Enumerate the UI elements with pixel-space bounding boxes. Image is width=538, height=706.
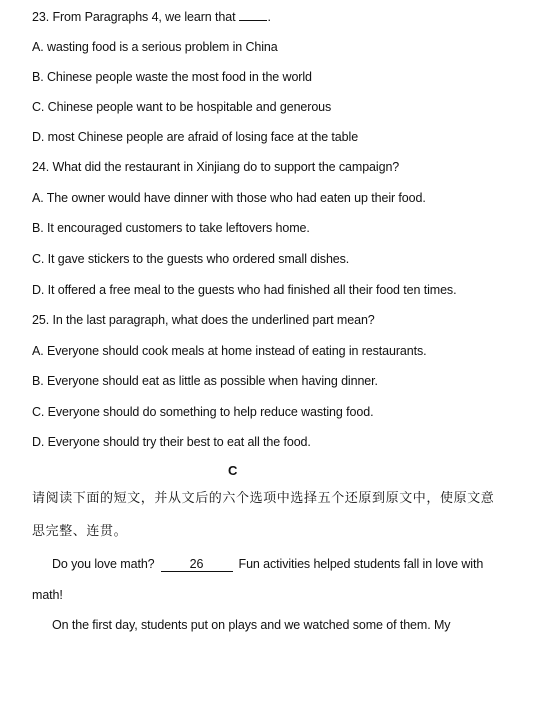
answer-blank-23 <box>239 9 267 21</box>
passage-line-1-start: Do you love math? <box>52 557 155 571</box>
question-24-option-d: D. It offered a free meal to the guests who had finished all their food ten times. <box>32 283 457 297</box>
question-23-option-a: A. wasting food is a serious problem in China <box>32 40 278 54</box>
question-23-stem <box>32 9 271 25</box>
section-heading: C <box>228 463 238 478</box>
passage-line-1-end: Fun activities helped students fall in love with <box>238 557 484 571</box>
answer-blank-26: 26 <box>161 557 233 572</box>
question-25-stem: 25. In the last paragraph, what does the underlined part mean? <box>32 313 375 327</box>
section-instruction-line2: 思完整、连贯。 <box>32 524 128 539</box>
question-23-option-c: C. Chinese people want to be hospitable and generous <box>32 100 332 114</box>
passage-line-1 <box>52 556 483 572</box>
question-25-option-a: A. Everyone should cook meals at home instead of eating in restaurants. <box>32 344 427 358</box>
question-24-option-b: B. It encouraged customers to take leftovers home. <box>32 221 310 235</box>
passage-line-3: On the first day, students put on plays and we watched some of them. My <box>52 618 451 632</box>
question-25-option-b: B. Everyone should eat as little as possible when having dinner. <box>32 374 378 388</box>
question-24-option-a: A. The owner would have dinner with those who had eaten up their food. <box>32 191 426 205</box>
passage-line-2: math! <box>32 588 63 602</box>
question-25-option-d: D. Everyone should try their best to eat all the food. <box>32 435 311 449</box>
question-25-option-c: C. Everyone should do something to help reduce wasting food. <box>32 405 374 419</box>
question-24-option-c: C. It gave stickers to the guests who ordered small dishes. <box>32 252 350 266</box>
question-23-end: . <box>267 10 271 24</box>
question-24-stem: 24. What did the restaurant in Xinjiang do to support the campaign? <box>32 160 400 174</box>
question-23-text: 23. From Paragraphs 4, we learn that <box>32 10 236 24</box>
question-23-option-d: D. most Chinese people are afraid of losing face at the table <box>32 130 359 144</box>
question-23-option-b: B. Chinese people waste the most food in the world <box>32 70 312 84</box>
section-instruction-line1: 请阅读下面的短文，并从文后的六个选项中选择五个还原到原文中，使原文意 <box>32 491 495 506</box>
